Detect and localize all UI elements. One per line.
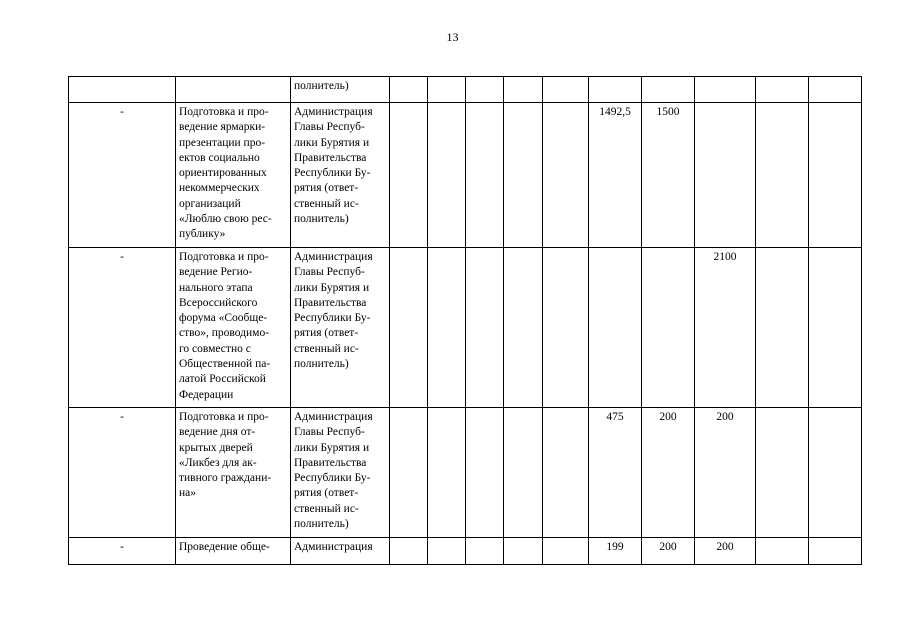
funding-value: 200 [695, 538, 756, 565]
funding-value: 200 [642, 408, 695, 538]
table-row [69, 103, 862, 248]
funding-value [589, 248, 642, 408]
page-number: 13 [446, 30, 459, 44]
row-marker: - [69, 248, 176, 408]
funding-value [695, 103, 756, 248]
row-marker: - [69, 103, 176, 248]
funding-value: 1492,5 [589, 103, 642, 248]
event-name [176, 77, 291, 103]
table-row [69, 248, 862, 408]
funding-value [642, 77, 695, 103]
event-name: Проведение обще- [176, 538, 291, 565]
row-marker: - [69, 538, 176, 565]
table-row [69, 408, 862, 538]
executor: Администрация [291, 538, 390, 565]
funding-value [695, 77, 756, 103]
funding-value [642, 248, 695, 408]
executor: Администрация Главы Респуб- лики Бурятия и Правительства Республики Бу- рятия (ответ- ственный ис- полнитель) [291, 248, 390, 408]
table-row [69, 77, 862, 103]
event-name: Подготовка и про- ведение ярмарки- презентации про- ектов социально ориентированных некоммерческих организаций «Люблю свою рес- публику» [176, 103, 291, 248]
executor: полнитель) [291, 77, 390, 103]
event-name: Подготовка и про- ведение дня от- крытых дверей «Ликбез для ак- тивного граждани- на» [176, 408, 291, 538]
event-name: Подготовка и про- ведение Регио- нального этапа Всероссийского форума «Сообще- ство», проводимо- го совместно с Общественной па- латой Российской Федерации [176, 248, 291, 408]
funding-value: 475 [589, 408, 642, 538]
funding-value: 2100 [695, 248, 756, 408]
funding-value [589, 77, 642, 103]
funding-value: 199 [589, 538, 642, 565]
funding-value: 200 [642, 538, 695, 565]
row-marker [69, 77, 176, 103]
funding-value: 200 [695, 408, 756, 538]
executor: Администрация Главы Респуб- лики Бурятия и Правительства Республики Бу- рятия (ответ- ственный ис- полнитель) [291, 103, 390, 248]
executor: Администрация Главы Респуб- лики Бурятия и Правительства Республики Бу- рятия (ответ- ственный ис- полнитель) [291, 408, 390, 538]
funding-value: 1500 [642, 103, 695, 248]
table-row [69, 538, 862, 565]
row-marker: - [69, 408, 176, 538]
program-table [68, 76, 862, 565]
